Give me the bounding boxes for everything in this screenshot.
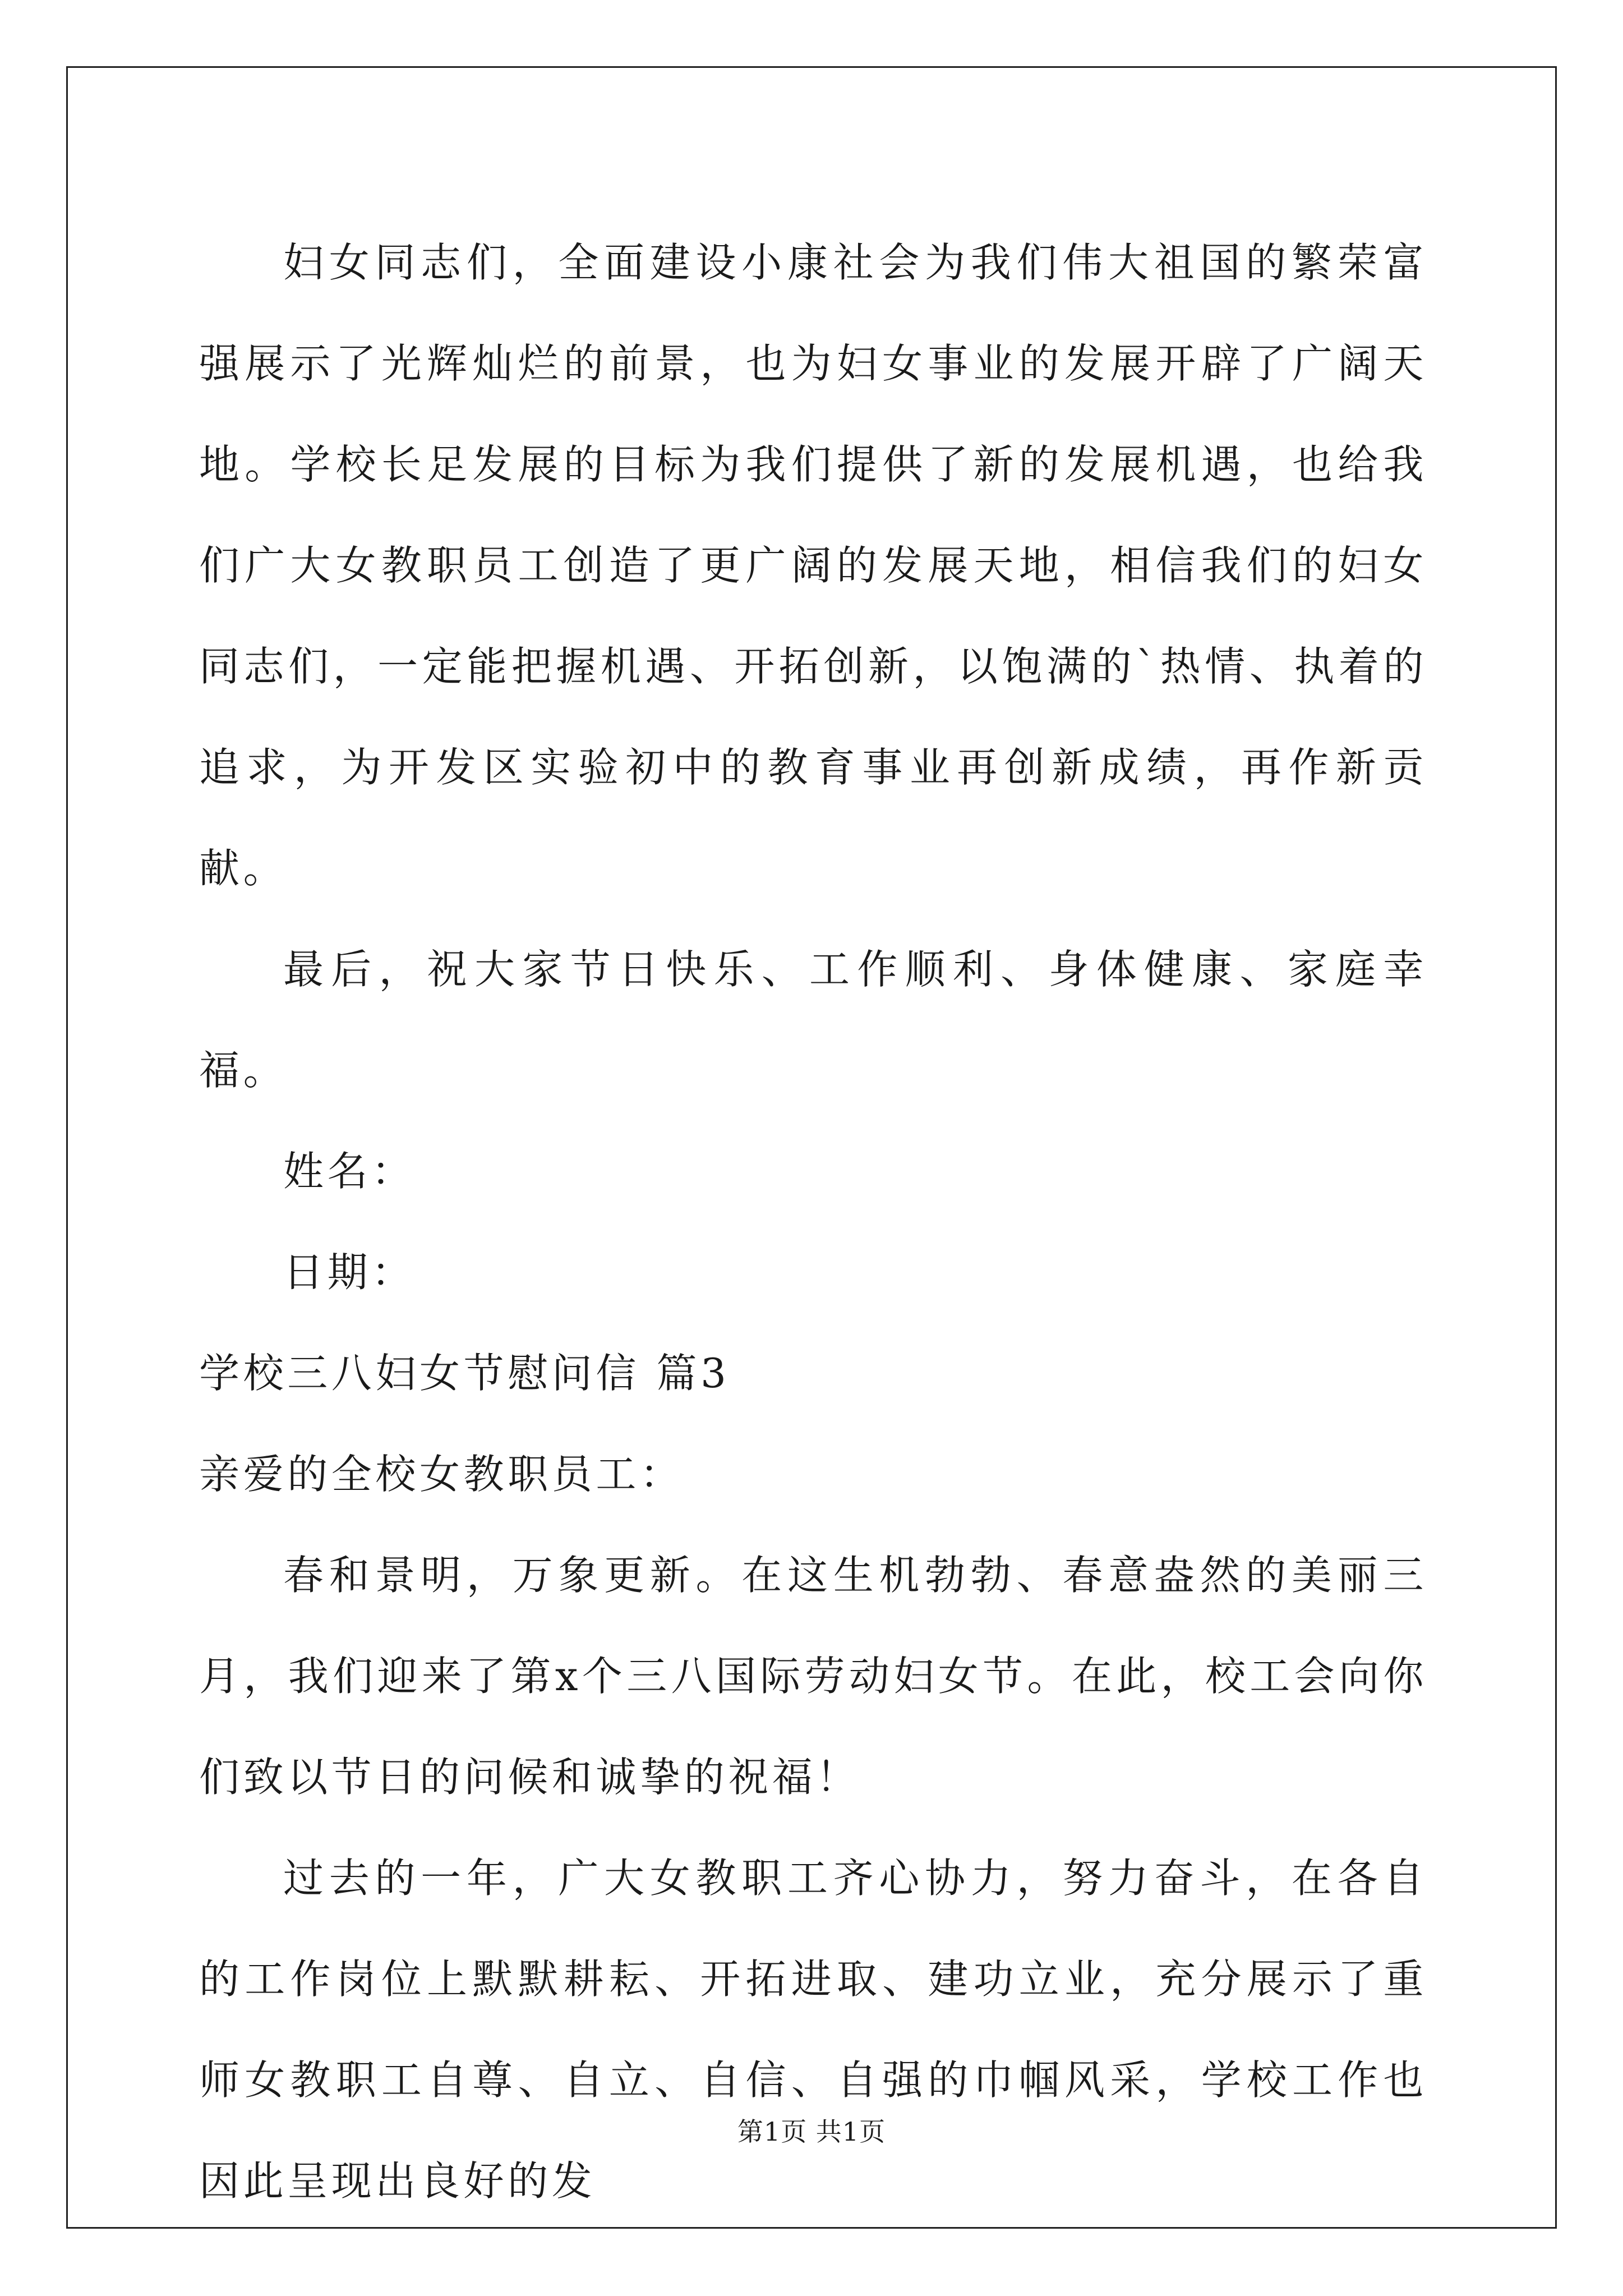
salutation: 亲爱的全校女教职员工： xyxy=(199,1451,684,1498)
paragraph-2: 最后，祝大家节日快乐、工作顺利、身体健康、家庭幸福。 xyxy=(199,946,1427,1094)
date-field-label: 日期： xyxy=(283,1249,416,1296)
document-body xyxy=(199,212,1427,2231)
section-heading: 学校三八妇女节慰问信 篇3 xyxy=(199,1350,730,1397)
paragraph-3: 春和景明，万象更新。在这生机勃勃、春意盎然的美丽三月，我们迎来了第x个三八国际劳动妇女节。在此，校工会向你们致以节日的问候和诚挚的祝福！ xyxy=(199,1552,1427,1801)
name-field-label: 姓名： xyxy=(283,1148,416,1195)
paragraph-4: 过去的一年，广大女教职工齐心协力，努力奋斗，在各自的工作岗位上默默耕耘、开拓进取、建功立业，充分展示了重师女教职工自尊、自立、自信、自强的巾帼风采，学校工作也因此呈现出良好的发 xyxy=(199,1855,1427,2205)
paragraph-1: 妇女同志们，全面建设小康社会为我们伟大祖国的繁荣富强展示了光辉灿烂的前景，也为妇女事业的发展开辟了广阔天地。学校长足发展的目标为我们提供了新的发展机遇，也给我们广大女教职员工创造了更广阔的发展天地，相信我们的妇女同志们，一定能把握机遇、开拓创新，以饱满的`热情、执着的追求，为开发区实验初中的教育事业再创新成绩，再作新贡献。 xyxy=(199,239,1427,892)
page-footer: 第1页 共1页 xyxy=(737,2116,886,2147)
